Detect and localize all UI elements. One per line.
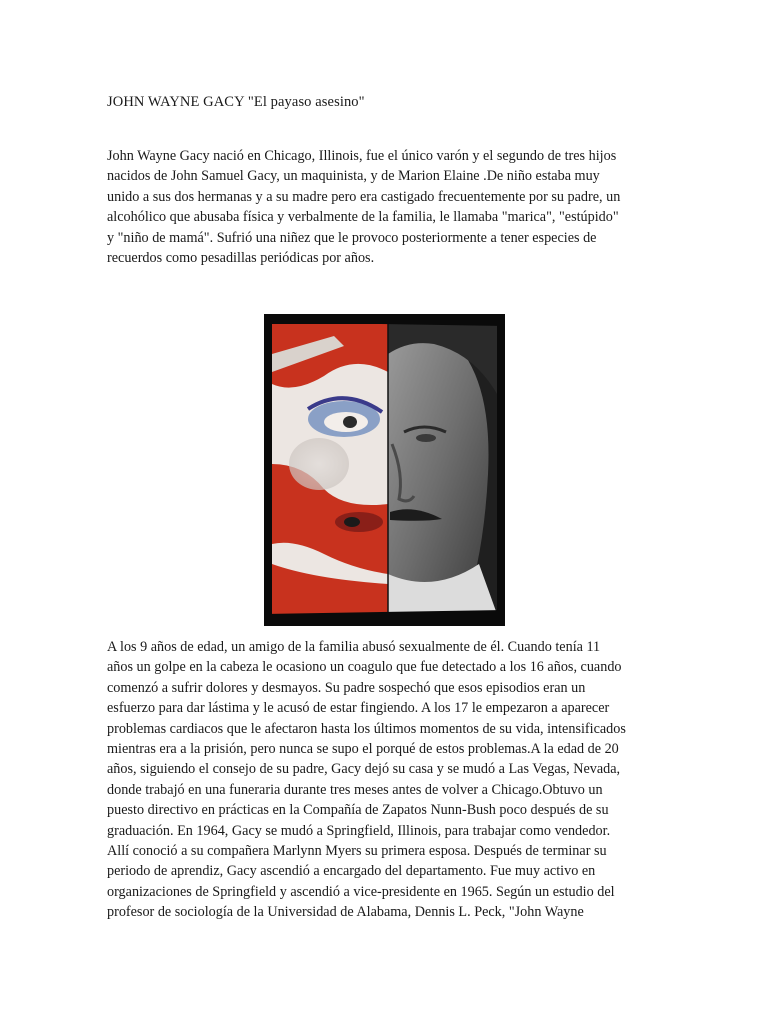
paragraph-2-line: años un golpe en la cabeza le ocasiono un coagulo que fue detectado a los 16 años, cuando bbox=[107, 659, 622, 676]
paragraph-2-line: profesor de sociología de la Universidad de Alabama, Dennis L. Peck, "John Wayne bbox=[107, 904, 584, 921]
paragraph-1-line: nacidos de John Samuel Gacy, un maquinista, y de Marion Elaine .De niño estaba muy bbox=[107, 168, 600, 185]
paragraph-2-line: A los 9 años de edad, un amigo de la familia abusó sexualmente de él. Cuando tenía 11 bbox=[107, 639, 601, 655]
paragraph-2-line: Allí conoció a su compañera Marlynn Myers su primera esposa. Después de terminar su bbox=[107, 843, 607, 860]
paragraph-1-line: John Wayne Gacy nació en Chicago, Illinois, fue el único varón y el segundo de tres hijos bbox=[107, 148, 617, 164]
paragraph-2-line: años, siguiendo el consejo de su padre, Gacy dejó su casa y se mudó a Las Vegas, Nevada, bbox=[107, 761, 621, 778]
paragraph-1-line: y "niño de mamá". Sufrió una niñez que le provoco posteriormente a tener especies de bbox=[107, 229, 597, 246]
photo-illustration bbox=[264, 314, 505, 626]
paragraph-2 bbox=[107, 637, 667, 923]
paragraph-2-line: periodo de aprendiz, Gacy ascendió a encargado del departamento. Fue muy activo en bbox=[107, 863, 596, 880]
paragraph-2-line: puesto directivo en prácticas en la Compañía de Zapatos Nunn-Bush poco después de su bbox=[107, 802, 609, 819]
paragraph-1-line: alcohólico que abusaba física y verbalmente de la familia, le llamaba "marica", "estúpido" bbox=[107, 209, 619, 226]
paragraph-1 bbox=[107, 146, 667, 268]
paragraph-2-line: problemas cardiacos que le afectaron hasta los últimos momentos de su vida, intensificados bbox=[107, 720, 626, 737]
document-title: JOHN WAYNE GACY "El payaso asesino" bbox=[107, 94, 365, 110]
paragraph-2-line: donde trabajó en una funeraria durante tres meses antes de volver a Chicago.Obtuvo un bbox=[107, 781, 603, 798]
clown-face-split-photo bbox=[264, 314, 505, 626]
paragraph-2-line: organizaciones de Springfield y ascendió a vice-presidente en 1965. Según un estudio del bbox=[107, 883, 615, 900]
paragraph-1-line: unido a sus dos hermanas y a su madre pero era castigado frecuentemente por su padre, un bbox=[107, 188, 621, 205]
paragraph-2-line: mientras era a la prisión, pero nunca se supo el porqué de estos problemas.A la edad de 20 bbox=[107, 741, 619, 758]
paragraph-2-line: esfuerzo para dar lástima y le acusó de estar fingiendo. A los 17 le empezaron a aparecer bbox=[107, 700, 610, 717]
paragraph-2-line: graduación. En 1964, Gacy se mudó a Springfield, Illinois, para trabajar como vendedor. bbox=[107, 822, 611, 839]
paragraph-1-line: recuerdos como pesadillas periódicas por años. bbox=[107, 250, 375, 267]
paragraph-2-line: comenzó a sufrir dolores y desmayos. Su padre sospechó que esos episodios eran un bbox=[107, 679, 586, 696]
